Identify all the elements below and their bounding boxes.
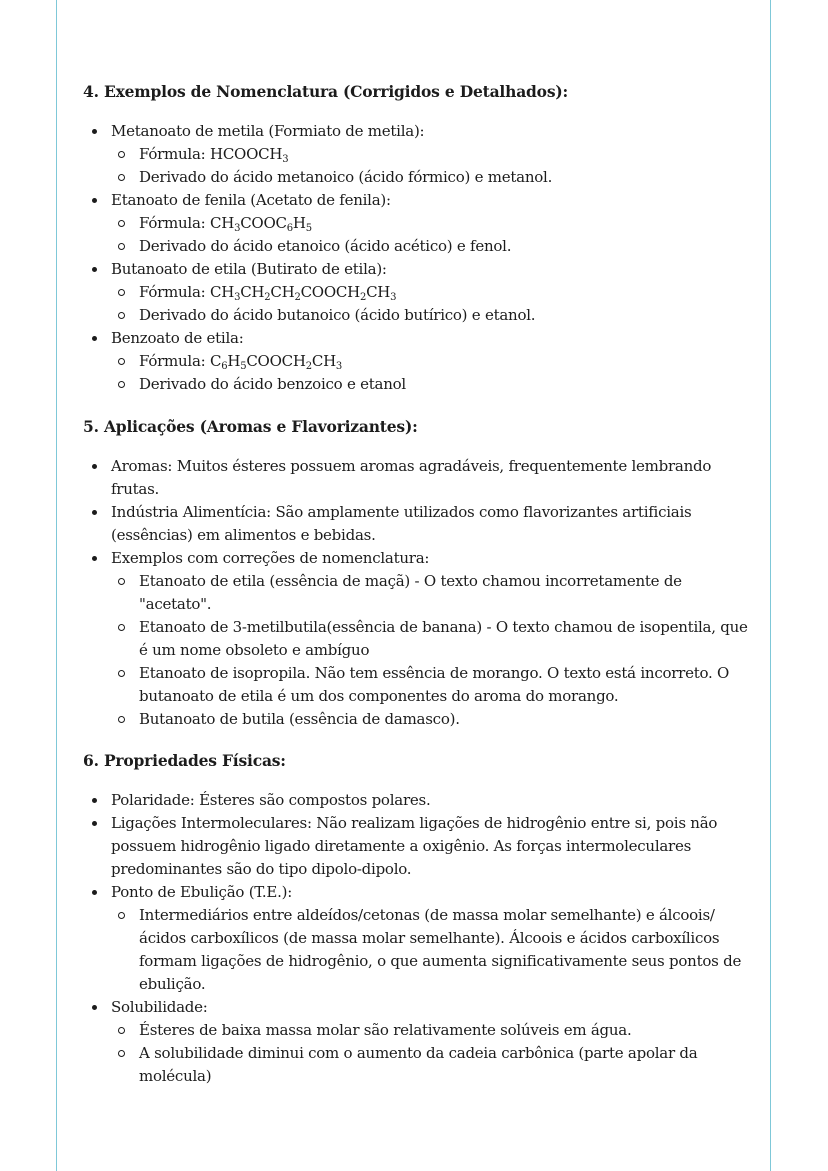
section-4-list <box>83 120 753 396</box>
section-5-heading: 5. Aplicações (Aromas e Flavorizantes): <box>83 417 418 436</box>
sub-list-item: Ésteres de baixa massa molar são relativamente solúveis em água. <box>111 1019 753 1042</box>
formula-subscript: 5 <box>305 223 312 234</box>
sub-list-item: Etanoato de isopropila. Não tem essência de morango. O texto está incorreto. O butanoato de etila é um dos componentes do aroma do morango. <box>111 662 753 708</box>
formula-item: Fórmula: $HCOOCH_3$ <box>111 143 753 166</box>
section-6-heading: 6. Propriedades Físicas: <box>83 751 286 770</box>
formula-subscript: 3 <box>390 292 397 303</box>
formula-subscript: 3 <box>234 292 241 303</box>
formula-subscript: 2 <box>359 292 367 303</box>
formula-subscript: 6 <box>286 223 293 234</box>
list-item: Polaridade: Ésteres são compostos polares. <box>83 789 753 812</box>
section-6-list <box>83 789 753 1088</box>
list-item <box>83 120 753 189</box>
chemical-formula: $CH_3COOC_6H_5$ <box>210 214 312 234</box>
document-content <box>83 82 753 1088</box>
chemical-formula: $HCOOCH_3$ <box>210 145 289 165</box>
list-item <box>83 258 753 327</box>
derivation-item: Derivado do ácido butanoico (ácido butírico) e etanol. <box>111 304 753 327</box>
list-item: Indústria Alimentícia: São amplamente utilizados como flavorizantes artificiais (essências) em alimentos e bebidas. <box>83 501 753 547</box>
formula-subscript: 3 <box>234 223 241 234</box>
page-border-left <box>56 0 57 1171</box>
formula-item: Fórmula: $CH_3COOC_6H_5$ <box>111 212 753 235</box>
ester-name: Benzoato de etila: <box>111 329 244 347</box>
derivation-item: Derivado do ácido metanoico (ácido fórmico) e metanol. <box>111 166 753 189</box>
chemical-formula: $CH_3CH_2CH_2COOCH_2CH_3$ <box>210 283 397 303</box>
page-border-right <box>770 0 771 1171</box>
formula-subscript: 5 <box>240 361 247 372</box>
list-item: Ponto de Ebulição (T.E.): Intermediários entre aldeídos/cetonas (de massa molar semelhante) e álcoois/ácidos carboxílicos (de massa molar semelhante). Álcoois e ácidos carboxílicos formam ligações de hidrogênio, o que aumenta significativamente seus pontos de ebulição. <box>83 881 753 996</box>
sub-list-item: Intermediários entre aldeídos/cetonas (de massa molar semelhante) e álcoois/ácidos carboxílicos (de massa molar semelhante). Álcoois e ácidos carboxílicos formam ligações de hidrogênio, o que aumenta significativamente seus pontos de ebulição. <box>111 904 753 996</box>
formula-item: Fórmula: $C_6H_5COOCH_2CH_3$ <box>111 350 753 373</box>
formula-subscript: 2 <box>294 292 301 303</box>
ester-name: Metanoato de metila (Formiato de metila): <box>111 122 425 140</box>
list-item <box>83 189 753 258</box>
list-item <box>83 327 753 396</box>
section-5-list <box>83 455 753 731</box>
formula-subscript: 3 <box>282 154 289 165</box>
derivation-item: Derivado do ácido benzoico e etanol <box>111 373 753 396</box>
section-4-heading: 4. Exemplos de Nomenclatura (Corrigidos e Detalhados): <box>83 82 568 101</box>
chemical-formula: $C_6H_5COOCH_2CH_3$ <box>210 352 343 372</box>
list-item: Exemplos com correções de nomenclatura: Etanoato de etila (essência de maçã) - O texto chamou incorretamente de "acetato". Etanoato de 3-metilbutila(essência de banana) - O texto chamou de isopentila, que é um nome obsoleto e ambíguo Etanoato de isopropila. Não tem essência de morango. O texto está incorreto. O butanoato de etila é um dos componentes do aroma do morango. Butanoato de butila (essência de damasco). <box>83 547 753 731</box>
derivation-item: Derivado do ácido etanoico (ácido acético) e fenol. <box>111 235 753 258</box>
sub-list-item: Etanoato de etila (essência de maçã) - O texto chamou incorretamente de "acetato". <box>111 570 753 616</box>
sub-list-item: Etanoato de 3-metilbutila(essência de banana) - O texto chamou de isopentila, que é um nome obsoleto e ambíguo <box>111 616 753 662</box>
formula-subscript: 6 <box>221 361 228 372</box>
sub-list-item: Butanoato de butila (essência de damasco). <box>111 708 753 731</box>
formula-item: Fórmula: $CH_3CH_2CH_2COOCH_2CH_3$ <box>111 281 753 304</box>
formula-subscript: 2 <box>305 361 312 372</box>
formula-subscript: 3 <box>335 361 343 372</box>
list-item: Solubilidade: Ésteres de baixa massa molar são relativamente solúveis em água. A solubilidade diminui com o aumento da cadeia carbônica (parte apolar da molécula) <box>83 996 753 1088</box>
sub-list-item: A solubilidade diminui com o aumento da cadeia carbônica (parte apolar da molécula) <box>111 1042 753 1088</box>
list-item: Ligações Intermoleculares: Não realizam ligações de hidrogênio entre si, pois não possuem hidrogênio ligado diretamente a oxigênio. As forças intermoleculares predominantes são do tipo dipolo-dipolo. <box>83 812 753 881</box>
list-item: Aromas: Muitos ésteres possuem aromas agradáveis, frequentemente lembrando frutas. <box>83 455 753 501</box>
ester-name: Butanoato de etila (Butirato de etila): <box>111 260 387 278</box>
ester-name: Etanoato de fenila (Acetato de fenila): <box>111 191 391 209</box>
formula-subscript: 2 <box>264 292 271 303</box>
